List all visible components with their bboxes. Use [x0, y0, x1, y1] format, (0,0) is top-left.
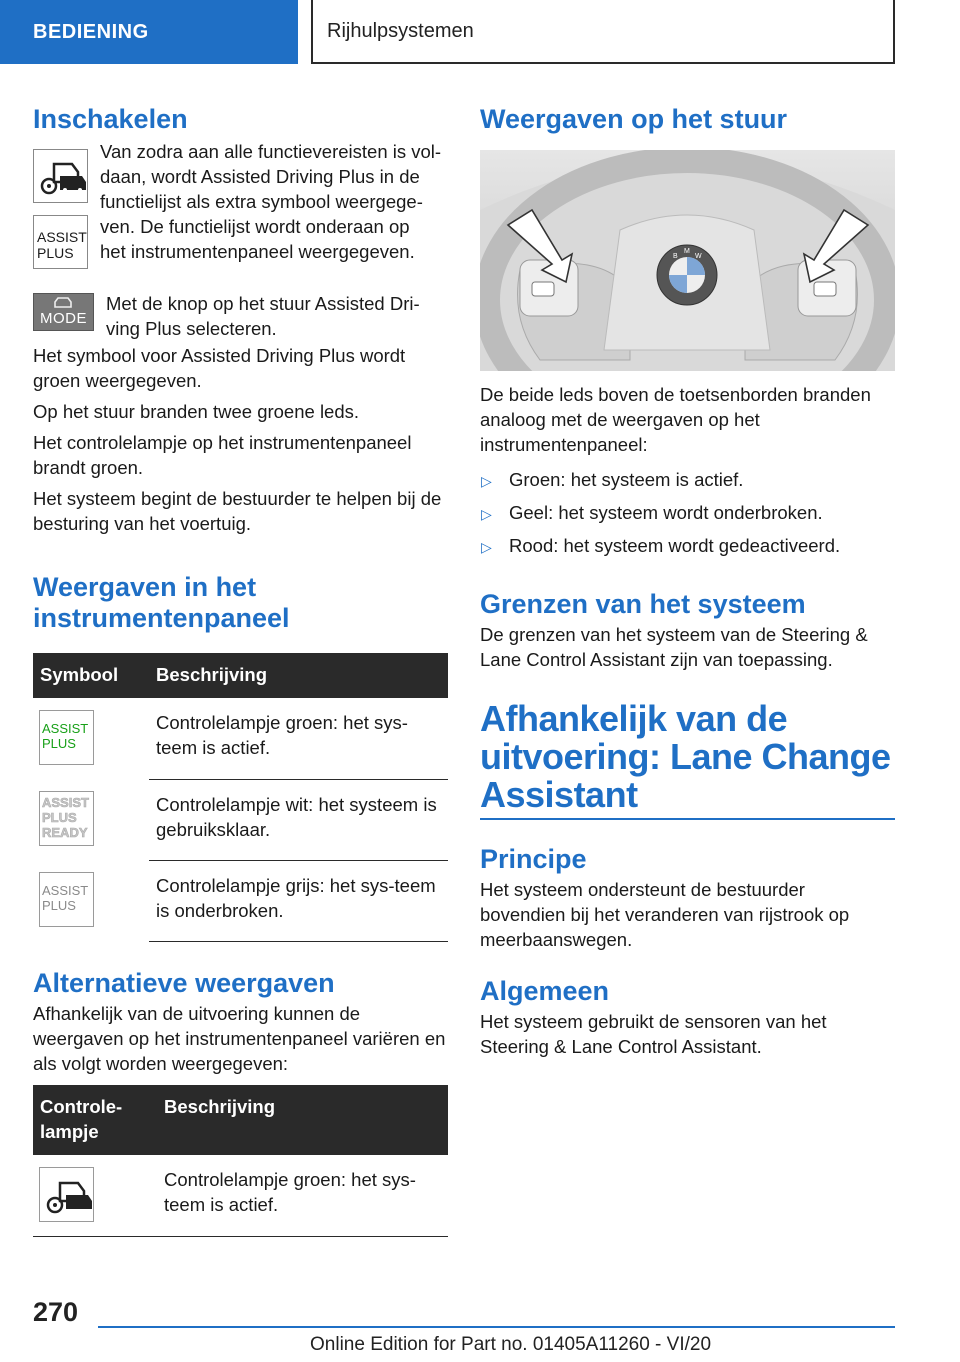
footer-divider [98, 1326, 895, 1328]
icon-line: READY [42, 825, 88, 840]
description-cell: Controlelampje groen: het sys-teem is actief. [149, 698, 448, 779]
symbol-cell [33, 1155, 157, 1237]
description-cell: Controlelampje groen: het sys-teem is actief. [157, 1155, 448, 1237]
assist-plus-icon [33, 215, 88, 269]
symbol-cell [33, 779, 149, 860]
edition-note: Online Edition for Part no. 01405A11260 - VI/20 [310, 1334, 712, 1355]
heading-inschakelen: Inschakelen [33, 104, 188, 134]
table-header-row [33, 653, 448, 698]
chapter-title: Rijhulpsystemen [311, 0, 895, 64]
mode-text [106, 291, 448, 341]
page-number: 270 [33, 1297, 79, 1327]
heading-weergaven-instrumentenpaneel [33, 572, 448, 634]
driving-assist-green-icon [39, 1167, 94, 1222]
inschakelen-intro [33, 139, 448, 305]
steering-wheel-image [480, 150, 895, 371]
right-column [480, 98, 895, 1059]
icon-line: PLUS [42, 736, 76, 751]
table-header-cell: Beschrijving [149, 653, 448, 698]
mode-line: Met de knop op het stuur Assisted Dri- [106, 293, 420, 314]
left-column [33, 98, 448, 1237]
table-header-cell: Beschrijving [157, 1085, 448, 1155]
heading-lane-change [480, 700, 895, 820]
icon-line: ASSIST [42, 721, 89, 736]
grenzen-text: De grenzen van het systeem van de Steering & Lane Control Assistant zijn van toepassing. [480, 624, 868, 670]
description-cell: Controlelampje wit: het systeem is gebruiksklaar. [149, 779, 448, 860]
intro-line: ven. De functielijst wordt onderaan op [100, 216, 410, 237]
list-item [480, 500, 895, 525]
logo-letter: B [673, 253, 678, 260]
principe-text: Het systeem ondersteunt de bestuurder bovendien bij het veranderen van rijstrook op meerbaanswegen. [480, 879, 850, 950]
assist-plus-icon-line: PLUS [37, 245, 74, 261]
triangle-bullet-icon: ▷ [481, 506, 492, 522]
section-tab: BEDIENING [0, 0, 298, 64]
mode-row [33, 291, 448, 343]
paragraph: Het controlelampje op het instrumentenpaneel brandt groen. [33, 432, 412, 478]
algemeen-text: Het systeem gebruikt de sensoren van het Steering & Lane Control Assistant. [480, 1011, 827, 1057]
stuur-caption: De beide leds boven de toetsenborden branden analoog met de weergaven op het instrumentenpaneel: [480, 384, 871, 455]
icon-line: PLUS [42, 810, 77, 825]
mode-button-icon [33, 293, 94, 331]
triangle-bullet-icon: ▷ [481, 539, 492, 555]
heading-weergaven-stuur: Weergaven op het stuur [480, 104, 788, 134]
intro-line: het instrumentenpaneel weergegeven. [100, 241, 415, 262]
description-cell: Controlelampje grijs: het sys-teem is onderbroken. [149, 860, 448, 941]
logo-letter: W [695, 253, 702, 260]
intro-line: functielijst als extra symbool weergege- [100, 191, 423, 212]
symbol-table [33, 653, 448, 942]
mode-label: MODE [40, 310, 87, 327]
table-row [33, 860, 448, 941]
assist-plus-grey-icon [39, 872, 94, 927]
logo-letter: M [684, 248, 690, 255]
assist-plus-green-icon [39, 710, 94, 765]
list-item [480, 533, 895, 558]
symbol-cell [33, 860, 149, 941]
assist-plus-ready-icon [39, 791, 94, 846]
table-header-cell: Controle-lampje [33, 1085, 157, 1155]
heading-grenzen: Grenzen van het systeem [480, 589, 806, 619]
table-header-row [33, 1085, 448, 1155]
intro-line: Van zodra aan alle functievereisten is vol- [100, 141, 442, 162]
paragraph: Op het stuur branden twee groene leds. [33, 401, 360, 422]
assist-plus-icon-line: ASSIST [37, 229, 87, 245]
table-row [33, 1155, 448, 1237]
heading-line: uitvoering: Lane Change [480, 736, 891, 777]
alternative-table [33, 1085, 448, 1237]
icon-line: ASSIST [42, 883, 89, 898]
inschakelen-intro-text [100, 139, 448, 264]
list-item-text: Rood: het systeem wordt gedeactiveerd. [509, 535, 841, 556]
heading-alternatieve-weergaven: Alternatieve weergaven [33, 967, 335, 998]
heading-line: Afhankelijk van de [480, 698, 788, 739]
heading-line: instrumentenpaneel [33, 603, 290, 633]
icon-line: ASSIST [42, 795, 89, 810]
heading-principe: Principe [480, 844, 587, 874]
heading-algemeen: Algemeen [480, 976, 610, 1006]
paragraph: Het systeem begint de bestuurder te helpen bij de besturing van het voertuig. [33, 488, 442, 534]
list-item-text: Geel: het systeem wordt onderbroken. [509, 502, 823, 523]
mode-line: ving Plus selecteren. [106, 318, 277, 339]
paragraph: Het symbool voor Assisted Driving Plus wordt groen weergegeven. [33, 345, 406, 391]
symbol-cell [33, 698, 149, 779]
icon-line: PLUS [42, 898, 76, 913]
table-row [33, 698, 448, 779]
intro-line: daan, wordt Assisted Driving Plus in de [100, 166, 420, 187]
table-row [33, 779, 448, 860]
list-item-text: Groen: het systeem is actief. [509, 469, 744, 490]
led-status-list [480, 467, 895, 558]
table-header-cell: Symbool [33, 653, 149, 698]
heading-line: Weergaven in het [33, 572, 257, 602]
alternatieve-text: Afhankelijk van de uitvoering kunnen de weergaven op het instrumentenpaneel variëren en als volgt worden weergegeven: [33, 1002, 446, 1074]
driving-assist-icon [33, 149, 88, 203]
list-item [480, 467, 895, 492]
triangle-bullet-icon: ▷ [481, 473, 492, 489]
heading-line: Assistant [480, 774, 638, 815]
